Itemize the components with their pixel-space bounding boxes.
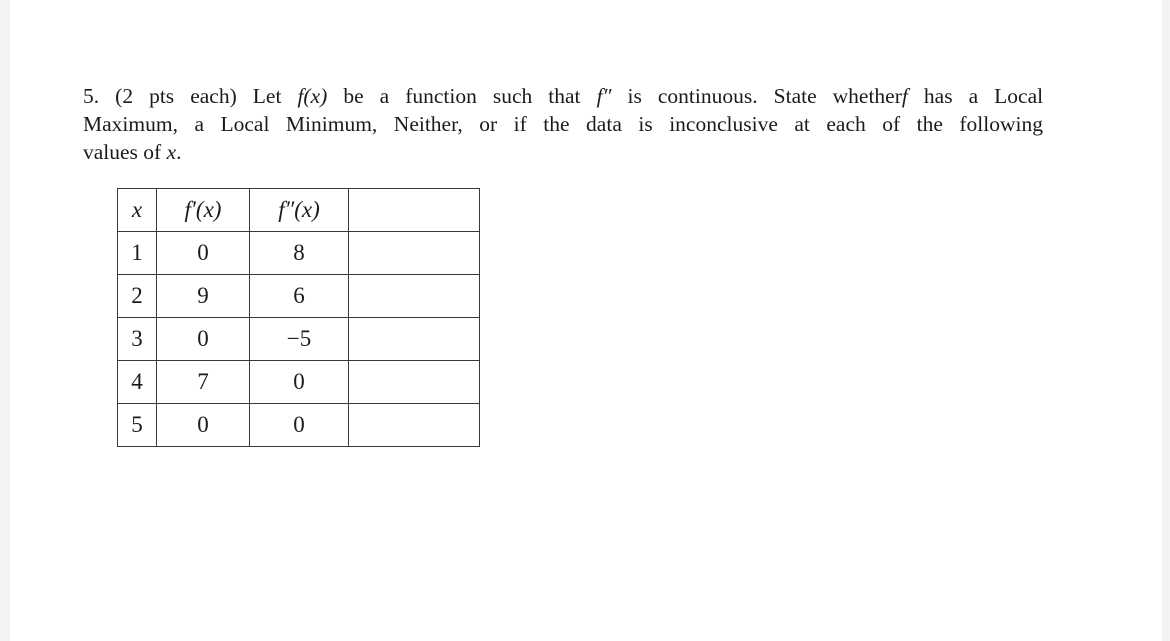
math-f: f: [901, 84, 908, 108]
cell-fdoubleprime: 0: [250, 404, 349, 447]
table-row: [118, 404, 480, 447]
problem-points: (2 pts each): [115, 84, 237, 108]
problem-text: has a Local: [923, 84, 1044, 108]
cell-answer[interactable]: [349, 318, 480, 361]
math-x: x: [166, 140, 177, 164]
cell-x: 4: [118, 361, 157, 404]
table-row: [118, 361, 480, 404]
cell-x: 3: [118, 318, 157, 361]
problem-text: Let: [252, 84, 282, 108]
math-fpp: f″: [596, 84, 612, 108]
cell-fprime: 0: [157, 404, 250, 447]
table-row: [118, 275, 480, 318]
cell-fdoubleprime: 0: [250, 361, 349, 404]
cell-fprime: 7: [157, 361, 250, 404]
table-header-row: [118, 189, 480, 232]
cell-fprime: 9: [157, 275, 250, 318]
problem-statement: [83, 82, 1043, 166]
cell-answer[interactable]: [349, 404, 480, 447]
cell-x: 1: [118, 232, 157, 275]
header-x: x: [118, 189, 157, 232]
cell-fprime: 0: [157, 318, 250, 361]
cell-answer[interactable]: [349, 361, 480, 404]
math-fx: f(x): [297, 84, 328, 108]
problem-number: 5.: [83, 84, 100, 108]
problem-text: values of: [83, 140, 162, 164]
problem-text: is continuous. State whether: [627, 84, 902, 108]
cell-x: 5: [118, 404, 157, 447]
cell-answer[interactable]: [349, 275, 480, 318]
cell-answer[interactable]: [349, 232, 480, 275]
document-page: [10, 0, 1162, 641]
cell-x: 2: [118, 275, 157, 318]
problem-line-3: [83, 138, 1043, 166]
problem-text: .: [176, 140, 182, 164]
cell-fdoubleprime: −5: [250, 318, 349, 361]
problem-text: be a function such that: [343, 84, 581, 108]
problem-line-2: Maximum, a Local Minimum, Neither, or if the data is inconclusive at each of the following: [83, 112, 1043, 136]
values-table: [117, 188, 480, 447]
header-answer: [349, 189, 480, 232]
header-fprime: f′(x): [157, 189, 250, 232]
header-fdoubleprime: f″(x): [250, 189, 349, 232]
cell-fprime: 0: [157, 232, 250, 275]
cell-fdoubleprime: 6: [250, 275, 349, 318]
table-row: [118, 318, 480, 361]
cell-fdoubleprime: 8: [250, 232, 349, 275]
table-row: [118, 232, 480, 275]
problem-line-1: [83, 82, 1043, 110]
